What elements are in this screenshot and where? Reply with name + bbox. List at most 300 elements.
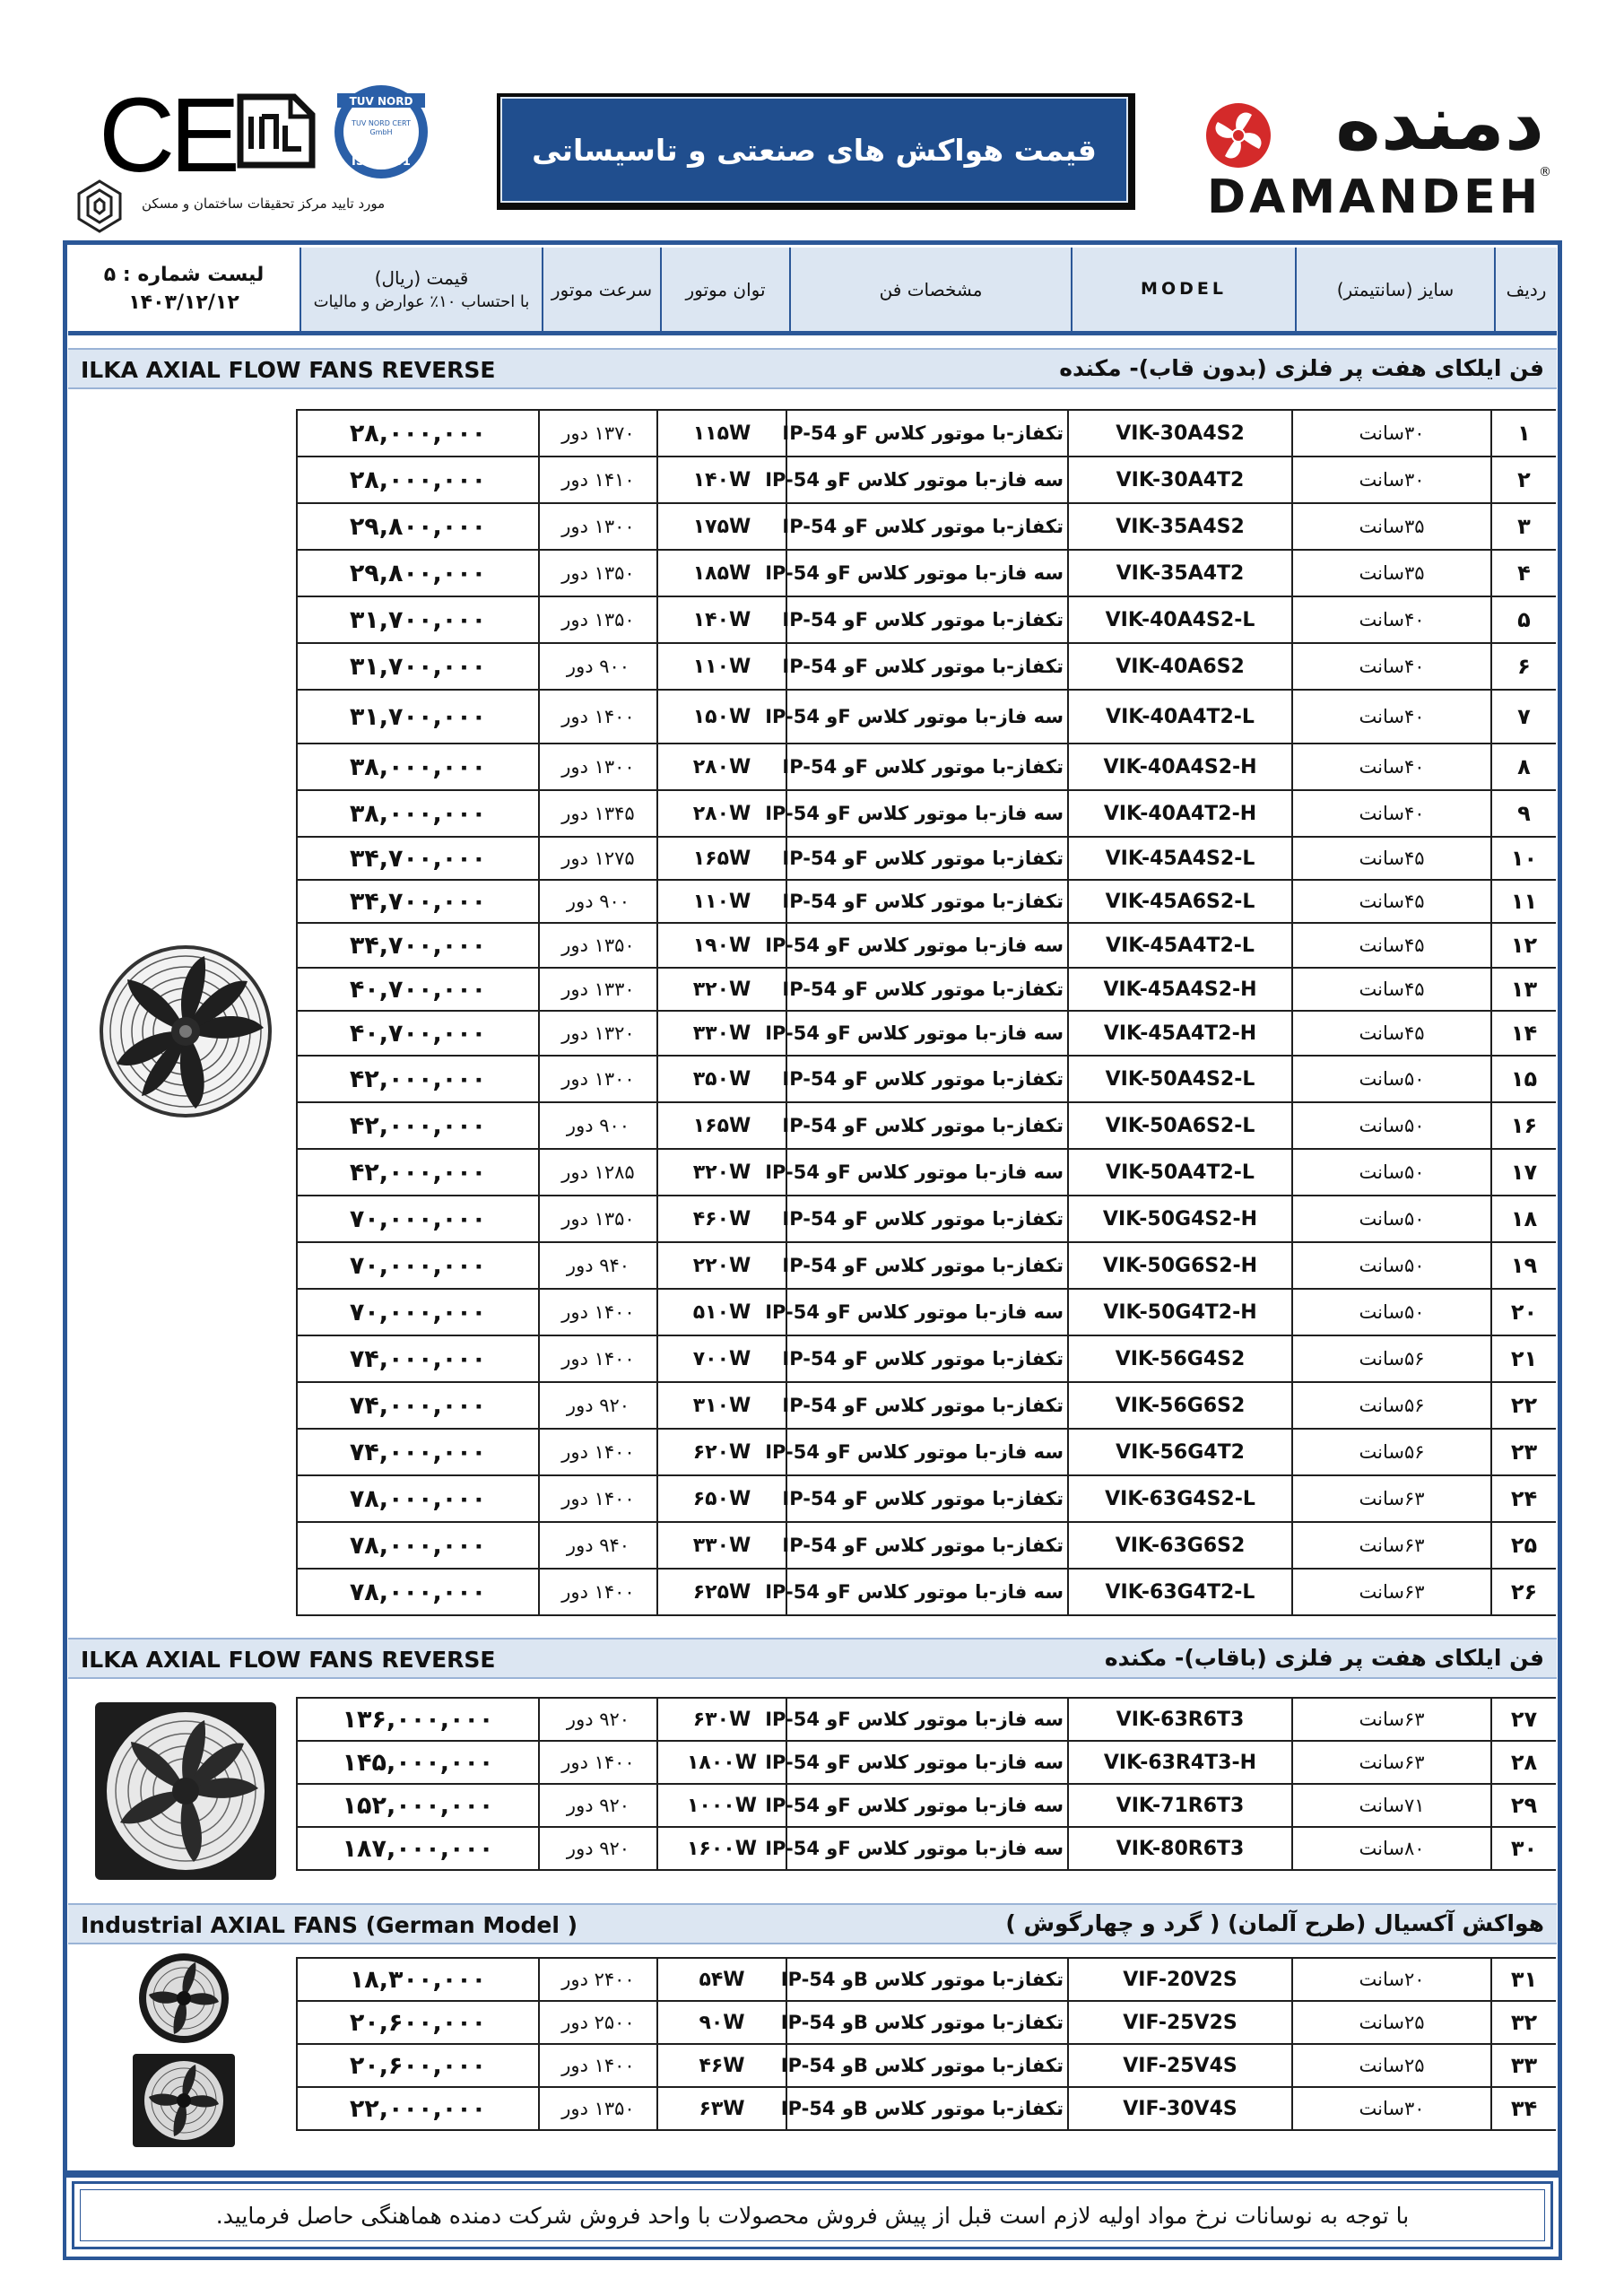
price-table-section-2	[296, 1697, 1556, 1871]
table-row	[297, 923, 1556, 968]
size-cell: ۴۵سانت	[1292, 880, 1491, 923]
speed-cell: ۱۳۵۰ دور	[539, 2087, 657, 2130]
svg-text:ISO 9001: ISO 9001	[352, 155, 411, 169]
section-title-en: Industrial AXIAL FANS (German Model )	[81, 1912, 578, 1938]
model-cell: VIF-30V4S	[1068, 2087, 1292, 2130]
row-number-cell: ۳	[1491, 503, 1556, 550]
speed-cell: ۱۳۵۰ دور	[539, 596, 657, 643]
speed-cell: ۱۴۰۰ دور	[539, 1741, 657, 1784]
price-table-section-1	[296, 409, 1556, 1616]
table-row	[297, 1827, 1556, 1870]
table-row	[297, 1522, 1556, 1569]
section-band-3	[68, 1903, 1557, 1944]
power-cell: ۳۵۰W	[657, 1056, 786, 1102]
size-cell: ۵۰سانت	[1292, 1056, 1491, 1102]
model-cell: VIK-80R6T3	[1068, 1827, 1292, 1870]
spec-cell: تکفاز-با موتور کلاس Bو IP-54	[786, 2087, 1068, 2130]
model-cell: VIK-45A6S2-L	[1068, 880, 1292, 923]
model-cell: VIK-45A4T2-H	[1068, 1011, 1292, 1056]
price-cell: ۳۸,۰۰۰,۰۰۰	[297, 744, 539, 790]
model-cell: VIK-45A4S2-L	[1068, 837, 1292, 880]
power-cell: ۴۶۰W	[657, 1196, 786, 1242]
model-cell: VIK-63R4T3-H	[1068, 1741, 1292, 1784]
power-cell: ۱۸۵W	[657, 550, 786, 596]
size-cell: ۴۰سانت	[1292, 643, 1491, 690]
price-cell: ۷۸,۰۰۰,۰۰۰	[297, 1475, 539, 1522]
model-cell: VIK-50A4T2-L	[1068, 1149, 1292, 1196]
price-cell: ۲۹,۸۰۰,۰۰۰	[297, 503, 539, 550]
power-cell: ۵۱۰W	[657, 1289, 786, 1335]
size-cell: ۳۵سانت	[1292, 503, 1491, 550]
spec-cell: تکفاز-با موتور کلاس Bو IP-54	[786, 2044, 1068, 2087]
table-row	[297, 1475, 1556, 1522]
power-cell: ۳۲۰W	[657, 968, 786, 1011]
size-cell: ۲۵سانت	[1292, 2044, 1491, 2087]
table-row	[297, 1102, 1556, 1149]
price-cell: ۴۰,۷۰۰,۰۰۰	[297, 1011, 539, 1056]
speed-cell: ۹۰۰ دور	[539, 1102, 657, 1149]
rows-section-2	[297, 1698, 1556, 1870]
svg-text:GmbH: GmbH	[369, 128, 393, 136]
table-row	[297, 968, 1556, 1011]
row-number-cell: ۳۴	[1491, 2087, 1556, 2130]
model-cell: VIK-50G4S2-H	[1068, 1196, 1292, 1242]
speed-cell: ۹۲۰ دور	[539, 1827, 657, 1870]
speed-cell: ۱۴۱۰ دور	[539, 457, 657, 503]
price-cell: ۴۰,۷۰۰,۰۰۰	[297, 968, 539, 1011]
speed-cell: ۱۳۵۰ دور	[539, 1196, 657, 1242]
certification-note: مورد تایید مرکز تحقیقات ساختمان و مسکن	[142, 196, 386, 212]
spec-cell: سه فاز-با موتور کلاس Fو IP-54	[786, 550, 1068, 596]
spec-cell: سه فاز-با موتور کلاس Fو IP-54	[786, 1741, 1068, 1784]
model-cell: VIK-63G6S2	[1068, 1522, 1292, 1569]
size-cell: ۵۶سانت	[1292, 1335, 1491, 1382]
row-number-cell: ۳۲	[1491, 2001, 1556, 2044]
speed-cell: ۲۵۰۰ دور	[539, 2001, 657, 2044]
speed-cell: ۱۳۲۰ دور	[539, 1011, 657, 1056]
model-cell: VIK-50G4T2-H	[1068, 1289, 1292, 1335]
row-number-cell: ۹	[1491, 790, 1556, 837]
row-number-cell: ۱۷	[1491, 1149, 1556, 1196]
speed-cell: ۱۳۰۰ دور	[539, 503, 657, 550]
model-cell: VIK-30A4S2	[1068, 410, 1292, 457]
model-cell: VIK-35A4S2	[1068, 503, 1292, 550]
size-cell: ۵۰سانت	[1292, 1102, 1491, 1149]
size-cell: ۵۶سانت	[1292, 1382, 1491, 1429]
square-fan-product-image	[131, 2052, 237, 2149]
size-cell: ۶۳سانت	[1292, 1522, 1491, 1569]
price-cell: ۱۳۶,۰۰۰,۰۰۰	[297, 1698, 539, 1741]
section-band-2	[68, 1638, 1557, 1679]
model-cell: VIK-30A4T2	[1068, 457, 1292, 503]
spec-cell: سه فاز-با موتور کلاس Fو IP-54	[786, 457, 1068, 503]
model-cell: VIK-45A4S2-H	[1068, 968, 1292, 1011]
table-row	[297, 550, 1556, 596]
model-cell: VIK-56G4S2	[1068, 1335, 1292, 1382]
row-number-cell: ۶	[1491, 643, 1556, 690]
footer-note-box	[72, 2181, 1553, 2249]
speed-cell: ۱۳۵۰ دور	[539, 923, 657, 968]
model-cell: VIK-40A4T2-H	[1068, 790, 1292, 837]
row-number-cell: ۲۷	[1491, 1698, 1556, 1741]
table-row	[297, 1698, 1556, 1741]
list-number-header	[68, 248, 301, 331]
spec-cell: سه فاز-با موتور کلاس Fو IP-54	[786, 690, 1068, 744]
speed-cell: ۱۴۰۰ دور	[539, 1569, 657, 1615]
row-number-cell: ۸	[1491, 744, 1556, 790]
spec-cell: تکفاز-با موتور کلاس Fو IP-54	[786, 1196, 1068, 1242]
size-cell: ۴۵سانت	[1292, 1011, 1491, 1056]
table-row	[297, 1335, 1556, 1382]
table-row	[297, 2044, 1556, 2087]
spec-cell: تکفاز-با موتور کلاس Fو IP-54	[786, 1382, 1068, 1429]
spec-cell: تکفاز-با موتور کلاس Fو IP-54	[786, 1102, 1068, 1149]
power-cell: ۵۴W	[657, 1958, 786, 2001]
spec-cell: تکفاز-با موتور کلاس Fو IP-54	[786, 837, 1068, 880]
spec-cell: سه فاز-با موتور کلاس Fو IP-54	[786, 923, 1068, 968]
size-cell: ۳۰سانت	[1292, 410, 1491, 457]
speed-cell: ۱۳۰۰ دور	[539, 744, 657, 790]
row-number-cell: ۱۹	[1491, 1242, 1556, 1289]
spec-cell: تکفاز-با موتور کلاس Fو IP-54	[786, 410, 1068, 457]
size-cell: ۵۰سانت	[1292, 1149, 1491, 1196]
power-cell: ۱۶۵W	[657, 837, 786, 880]
speed-cell: ۱۲۷۵ دور	[539, 837, 657, 880]
power-cell: ۲۸۰W	[657, 744, 786, 790]
price-cell: ۴۲,۰۰۰,۰۰۰	[297, 1149, 539, 1196]
page-header	[0, 0, 1624, 242]
size-cell: ۶۳سانت	[1292, 1569, 1491, 1615]
power-cell: ۱۶۵W	[657, 1102, 786, 1149]
section-title-en: ILKA AXIAL FLOW FANS REVERSE	[81, 1647, 496, 1673]
power-cell: ۱۵۰W	[657, 690, 786, 744]
model-cell: VIK-56G4T2	[1068, 1429, 1292, 1475]
speed-cell: ۱۴۰۰ دور	[539, 1475, 657, 1522]
fan-icon	[1203, 100, 1273, 170]
speed-cell: ۹۰۰ دور	[539, 643, 657, 690]
ce-mark-logo: CE	[99, 76, 235, 195]
table-row	[297, 1382, 1556, 1429]
power-cell: ۱۱۰W	[657, 643, 786, 690]
spec-cell: تکفاز-با موتور کلاس Fو IP-54	[786, 503, 1068, 550]
power-cell: ۶۳W	[657, 2087, 786, 2130]
row-number-cell: ۱۵	[1491, 1056, 1556, 1102]
row-number-cell: ۱۳	[1491, 968, 1556, 1011]
table-row	[297, 457, 1556, 503]
brand-name-fa: دمنده	[1335, 78, 1544, 168]
price-cell: ۴۲,۰۰۰,۰۰۰	[297, 1056, 539, 1102]
row-number-cell: ۳۱	[1491, 1958, 1556, 2001]
speed-cell: ۹۲۰ دور	[539, 1698, 657, 1741]
price-cell: ۲۲,۰۰۰,۰۰۰	[297, 2087, 539, 2130]
section-band-1	[68, 348, 1557, 389]
table-row	[297, 1429, 1556, 1475]
damandeh-logo	[1182, 78, 1560, 228]
power-cell: ۹۰W	[657, 2001, 786, 2044]
fan-product-image-1	[93, 944, 278, 1119]
power-cell: ۲۲۰W	[657, 1242, 786, 1289]
size-cell: ۵۰سانت	[1292, 1242, 1491, 1289]
power-cell: ۷۰۰W	[657, 1335, 786, 1382]
price-table-section-3	[296, 1957, 1556, 2131]
table-row	[297, 1569, 1556, 1615]
model-cell: VIK-50A6S2-L	[1068, 1102, 1292, 1149]
tuv-iso-logo	[321, 83, 441, 181]
table-row	[297, 837, 1556, 880]
research-center-icon	[75, 179, 124, 233]
price-cell: ۱۸,۳۰۰,۰۰۰	[297, 1958, 539, 2001]
size-cell: ۶۳سانت	[1292, 1475, 1491, 1522]
speed-cell: ۱۴۰۰ دور	[539, 690, 657, 744]
rows-section-1	[297, 410, 1556, 1615]
speed-cell: ۹۲۰ دور	[539, 1784, 657, 1827]
brand-name-en: DAMANDEH	[1207, 170, 1542, 224]
model-cell: VIK-40A6S2	[1068, 643, 1292, 690]
speed-cell: ۱۴۰۰ دور	[539, 1429, 657, 1475]
model-cell: VIK-71R6T3	[1068, 1784, 1292, 1827]
price-cell: ۷۰,۰۰۰,۰۰۰	[297, 1242, 539, 1289]
spec-cell: سه فاز-با موتور کلاس Fو IP-54	[786, 1429, 1068, 1475]
size-cell: ۳۵سانت	[1292, 550, 1491, 596]
spec-cell: تکفاز-با موتور کلاس Fو IP-54	[786, 1475, 1068, 1522]
model-cell: VIF-20V2S	[1068, 1958, 1292, 2001]
speed-cell: ۱۳۷۰ دور	[539, 410, 657, 457]
price-cell: ۳۱,۷۰۰,۰۰۰	[297, 690, 539, 744]
power-cell: ۶۵۰W	[657, 1475, 786, 1522]
spec-cell: سه فاز-با موتور کلاس Fو IP-54	[786, 1569, 1068, 1615]
power-cell: ۶۳۰W	[657, 1698, 786, 1741]
iran-standard-logo	[231, 90, 321, 172]
column-spec: مشخصات فن	[791, 248, 1073, 331]
spec-cell: سه فاز-با موتور کلاس Fو IP-54	[786, 790, 1068, 837]
list-number: لیست شماره : ۵	[103, 263, 265, 286]
speed-cell: ۱۳۳۰ دور	[539, 968, 657, 1011]
spec-cell: تکفاز-با موتور کلاس Fو IP-54	[786, 643, 1068, 690]
size-cell: ۲۵سانت	[1292, 2001, 1491, 2044]
price-cell: ۳۴,۷۰۰,۰۰۰	[297, 880, 539, 923]
price-cell: ۷۴,۰۰۰,۰۰۰	[297, 1335, 539, 1382]
power-cell: ۱۱۰W	[657, 880, 786, 923]
speed-cell: ۱۳۴۵ دور	[539, 790, 657, 837]
row-number-cell: ۲	[1491, 457, 1556, 503]
size-cell: ۸۰سانت	[1292, 1827, 1491, 1870]
table-row	[297, 2001, 1556, 2044]
price-cell: ۷۸,۰۰۰,۰۰۰	[297, 1569, 539, 1615]
size-cell: ۶۳سانت	[1292, 1698, 1491, 1741]
price-cell: ۲۰,۶۰۰,۰۰۰	[297, 2001, 539, 2044]
price-cell: ۷۰,۰۰۰,۰۰۰	[297, 1289, 539, 1335]
spec-cell: سه فاز-با موتور کلاس Fو IP-54	[786, 1149, 1068, 1196]
spec-cell: تکفاز-با موتور کلاس Fو IP-54	[786, 880, 1068, 923]
table-row	[297, 1149, 1556, 1196]
title-banner	[497, 93, 1135, 210]
model-cell: VIK-35A4T2	[1068, 550, 1292, 596]
model-cell: VIK-63R6T3	[1068, 1698, 1292, 1741]
speed-cell: ۱۲۸۵ دور	[539, 1149, 657, 1196]
table-row	[297, 596, 1556, 643]
price-cell: ۱۴۵,۰۰۰,۰۰۰	[297, 1741, 539, 1784]
speed-cell: ۱۴۰۰ دور	[539, 1289, 657, 1335]
round-fan-product-image	[131, 1952, 237, 2045]
table-row	[297, 1196, 1556, 1242]
speed-cell: ۱۳۵۰ دور	[539, 550, 657, 596]
registered-mark-icon: ®	[1539, 165, 1551, 179]
section-title-fa: فن ایلکای هفت پر فلزی (باقاب)- مکنده	[1104, 1645, 1544, 1671]
column-size: سایز (سانتیمتر)	[1297, 248, 1496, 331]
section-title-en: ILKA AXIAL FLOW FANS REVERSE	[81, 357, 496, 383]
table-row	[297, 1289, 1556, 1335]
spec-cell: سه فاز-با موتور کلاس Fو IP-54	[786, 1784, 1068, 1827]
table-row	[297, 1011, 1556, 1056]
row-number-cell: ۱۸	[1491, 1196, 1556, 1242]
row-number-cell: ۲۶	[1491, 1569, 1556, 1615]
column-row: ردیف	[1496, 248, 1557, 331]
row-number-cell: ۱۱	[1491, 880, 1556, 923]
spec-cell: تکفاز-با موتور کلاس Fو IP-54	[786, 1242, 1068, 1289]
power-cell: ۲۸۰W	[657, 790, 786, 837]
row-number-cell: ۱۲	[1491, 923, 1556, 968]
column-speed: سرعت موتور	[543, 248, 662, 331]
power-cell: ۱۹۰W	[657, 923, 786, 968]
row-number-cell: ۷	[1491, 690, 1556, 744]
size-cell: ۴۵سانت	[1292, 837, 1491, 880]
header-divider	[68, 331, 1557, 335]
list-date: ۱۴۰۳/۱۲/۱۲	[128, 291, 239, 314]
model-cell: VIK-40A4S2-H	[1068, 744, 1292, 790]
row-number-cell: ۳۰	[1491, 1827, 1556, 1870]
price-cell: ۲۹,۸۰۰,۰۰۰	[297, 550, 539, 596]
speed-cell: ۲۴۰۰ دور	[539, 1958, 657, 2001]
model-cell: VIF-25V4S	[1068, 2044, 1292, 2087]
table-row	[297, 1741, 1556, 1784]
svg-text:TUV NORD: TUV NORD	[349, 95, 413, 108]
power-cell: ۱۷۵W	[657, 503, 786, 550]
price-cell: ۷۴,۰۰۰,۰۰۰	[297, 1429, 539, 1475]
size-cell: ۵۰سانت	[1292, 1196, 1491, 1242]
model-cell: VIK-56G6S2	[1068, 1382, 1292, 1429]
price-cell: ۳۱,۷۰۰,۰۰۰	[297, 596, 539, 643]
spec-cell: سه فاز-با موتور کلاس Fو IP-54	[786, 1289, 1068, 1335]
column-price: قیمت (ریال) با احتساب ۱۰٪ عوارض و مالیات	[301, 248, 543, 331]
price-cell: ۳۴,۷۰۰,۰۰۰	[297, 837, 539, 880]
spec-cell: سه فاز-با موتور کلاس Fو IP-54	[786, 1698, 1068, 1741]
price-cell: ۷۰,۰۰۰,۰۰۰	[297, 1196, 539, 1242]
column-model: MODEL	[1073, 248, 1297, 331]
row-number-cell: ۲۵	[1491, 1522, 1556, 1569]
column-power: توان موتور	[662, 248, 791, 331]
table-row	[297, 1958, 1556, 2001]
price-cell: ۷۴,۰۰۰,۰۰۰	[297, 1382, 539, 1429]
power-cell: ۱۴۰W	[657, 596, 786, 643]
power-cell: ۳۲۰W	[657, 1149, 786, 1196]
row-number-cell: ۲۲	[1491, 1382, 1556, 1429]
row-number-cell: ۱	[1491, 410, 1556, 457]
price-cell: ۴۲,۰۰۰,۰۰۰	[297, 1102, 539, 1149]
table-row	[297, 690, 1556, 744]
table-row	[297, 643, 1556, 690]
table-row	[297, 880, 1556, 923]
row-number-cell: ۱۴	[1491, 1011, 1556, 1056]
section-title-fa: فن ایلکای هفت پر فلزی (بدون قاب)- مکنده	[1059, 355, 1544, 381]
speed-cell: ۱۴۰۰ دور	[539, 2044, 657, 2087]
model-cell: VIK-40A4S2-L	[1068, 596, 1292, 643]
size-cell: ۴۰سانت	[1292, 690, 1491, 744]
row-number-cell: ۲۸	[1491, 1741, 1556, 1784]
size-cell: ۳۰سانت	[1292, 457, 1491, 503]
speed-cell: ۹۰۰ دور	[539, 880, 657, 923]
model-cell: VIK-50G6S2-H	[1068, 1242, 1292, 1289]
row-number-cell: ۵	[1491, 596, 1556, 643]
speed-cell: ۹۲۰ دور	[539, 1382, 657, 1429]
price-cell: ۳۱,۷۰۰,۰۰۰	[297, 643, 539, 690]
footer-note: با توجه به نوسانات نرخ مواد اولیه لازم است قبل از پیش فروش محصولات با واحد فروش شرکت دمنده هماهنگی حاصل فرمایید.	[215, 2202, 1410, 2229]
table-row	[297, 1242, 1556, 1289]
speed-cell: ۹۴۰ دور	[539, 1242, 657, 1289]
size-cell: ۵۶سانت	[1292, 1429, 1491, 1475]
model-cell: VIK-63G4S2-L	[1068, 1475, 1292, 1522]
section-title-fa: هواکش آکسیال (طرح آلمان) ( گرد و چهارگوش )	[1005, 1910, 1544, 1936]
spec-cell: تکفاز-با موتور کلاس Fو IP-54	[786, 596, 1068, 643]
row-number-cell: ۲۴	[1491, 1475, 1556, 1522]
model-cell: VIK-45A4T2-L	[1068, 923, 1292, 968]
size-cell: ۶۳سانت	[1292, 1741, 1491, 1784]
model-cell: VIK-50A4S2-L	[1068, 1056, 1292, 1102]
row-number-cell: ۱۶	[1491, 1102, 1556, 1149]
size-cell: ۴۵سانت	[1292, 968, 1491, 1011]
table-row	[297, 503, 1556, 550]
size-cell: ۴۰سانت	[1292, 596, 1491, 643]
power-cell: ۱۶۰۰W	[657, 1827, 786, 1870]
row-number-cell: ۲۱	[1491, 1335, 1556, 1382]
spec-cell: تکفاز-با موتور کلاس Fو IP-54	[786, 1522, 1068, 1569]
size-cell: ۴۰سانت	[1292, 744, 1491, 790]
power-cell: ۱۸۰۰W	[657, 1741, 786, 1784]
row-number-cell: ۲۳	[1491, 1429, 1556, 1475]
speed-cell: ۱۳۰۰ دور	[539, 1056, 657, 1102]
model-cell: VIK-63G4T2-L	[1068, 1569, 1292, 1615]
row-number-cell: ۳۳	[1491, 2044, 1556, 2087]
table-row	[297, 2087, 1556, 2130]
power-cell: ۳۳۰W	[657, 1011, 786, 1056]
model-cell: VIK-40A4T2-L	[1068, 690, 1292, 744]
speed-cell: ۹۴۰ دور	[539, 1522, 657, 1569]
size-cell: ۴۵سانت	[1292, 923, 1491, 968]
rows-section-3	[297, 1958, 1556, 2130]
spec-cell: تکفاز-با موتور کلاس Fو IP-54	[786, 968, 1068, 1011]
row-number-cell: ۱۰	[1491, 837, 1556, 880]
power-cell: ۴۶W	[657, 2044, 786, 2087]
svg-text:TUV NORD CERT: TUV NORD CERT	[352, 119, 411, 127]
price-cell: ۱۵۲,۰۰۰,۰۰۰	[297, 1784, 539, 1827]
price-cell: ۱۸۷,۰۰۰,۰۰۰	[297, 1827, 539, 1870]
size-cell: ۳۰سانت	[1292, 2087, 1491, 2130]
power-cell: ۱۴۰W	[657, 457, 786, 503]
table-row	[297, 744, 1556, 790]
power-cell: ۶۲۰W	[657, 1429, 786, 1475]
row-number-cell: ۲۰	[1491, 1289, 1556, 1335]
fan-product-image-2	[93, 1700, 278, 1882]
power-cell: ۳۳۰W	[657, 1522, 786, 1569]
table-row	[297, 790, 1556, 837]
spec-cell: تکفاز-با موتور کلاس Fو IP-54	[786, 744, 1068, 790]
spec-cell: سه فاز-با موتور کلاس Fو IP-54	[786, 1827, 1068, 1870]
power-cell: ۶۲۵W	[657, 1569, 786, 1615]
size-cell: ۵۰سانت	[1292, 1289, 1491, 1335]
speed-cell: ۱۴۰۰ دور	[539, 1335, 657, 1382]
size-cell: ۷۱سانت	[1292, 1784, 1491, 1827]
power-cell: ۱۱۵W	[657, 410, 786, 457]
price-cell: ۷۸,۰۰۰,۰۰۰	[297, 1522, 539, 1569]
